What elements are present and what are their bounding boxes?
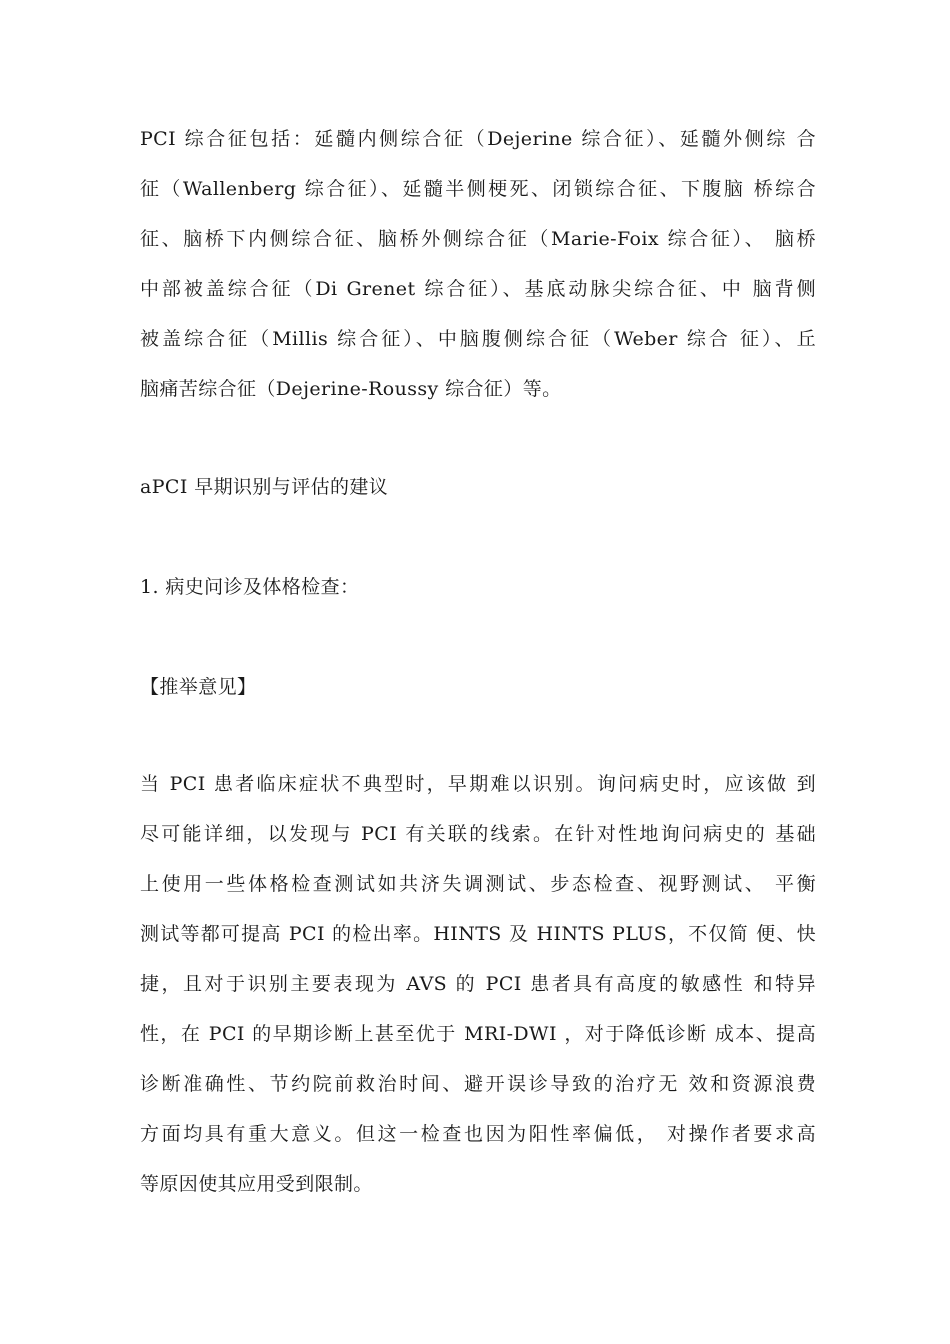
intro-line: 征、脑桥下内侧综合征、脑桥外侧综合征（Marie-Foix 综合征）、 脑桥 [140,228,816,250]
body-line: 诊断准确性、节约院前救治时间、避开误诊导致的治疗无 效和资源浪费 [140,1073,816,1095]
intro-line: 被盖综合征（Millis 综合征）、中脑腹侧综合征（Weber 综合 征）、丘 [140,328,816,350]
section-heading: aPCI 早期识别与评估的建议 [140,476,389,498]
body-line: 方面均具有重大意义。但这一检查也因为阳性率偏低， 对操作者要求高 [140,1123,816,1145]
recommendation-label: 【推举意见】 [140,676,257,698]
intro-line: 脑痛苦综合征（Dejerine-Roussy 综合征）等。 [140,378,562,400]
body-line: 当 PCI 患者临床症状不典型时，早期难以识别。询问病史时，应该做 到 [140,773,816,795]
body-line: 捷，且对于识别主要表现为 AVS 的 PCI 患者具有高度的敏感性 和特异 [140,973,816,995]
body-line: 性，在 PCI 的早期诊断上甚至优于 MRI-DWI ，对于降低诊断 成本、提高 [140,1023,816,1045]
intro-line: 征（Wallenberg 综合征）、延髓半侧梗死、闭锁综合征、下腹脑 桥综合 [140,178,816,200]
body-line: 上使用一些体格检查测试如共济失调测试、步态检查、视野测试、 平衡 [140,873,816,895]
body-line: 尽可能详细，以发现与 PCI 有关联的线索。在针对性地询问病史的 基础 [140,823,816,845]
intro-line: PCI 综合征包括：延髓内侧综合征（Dejerine 综合征）、延髓外侧综 合 [140,128,816,150]
item-heading: 1. 病史问诊及体格检查： [140,576,360,598]
body-line: 等原因使其应用受到限制。 [140,1173,373,1195]
body-line: 测试等都可提高 PCI 的检出率。HINTS 及 HINTS PLUS，不仅简 便、快 [140,923,816,945]
intro-line: 中部被盖综合征（Di Grenet 综合征）、基底动脉尖综合征、中 脑背侧 [140,278,816,300]
